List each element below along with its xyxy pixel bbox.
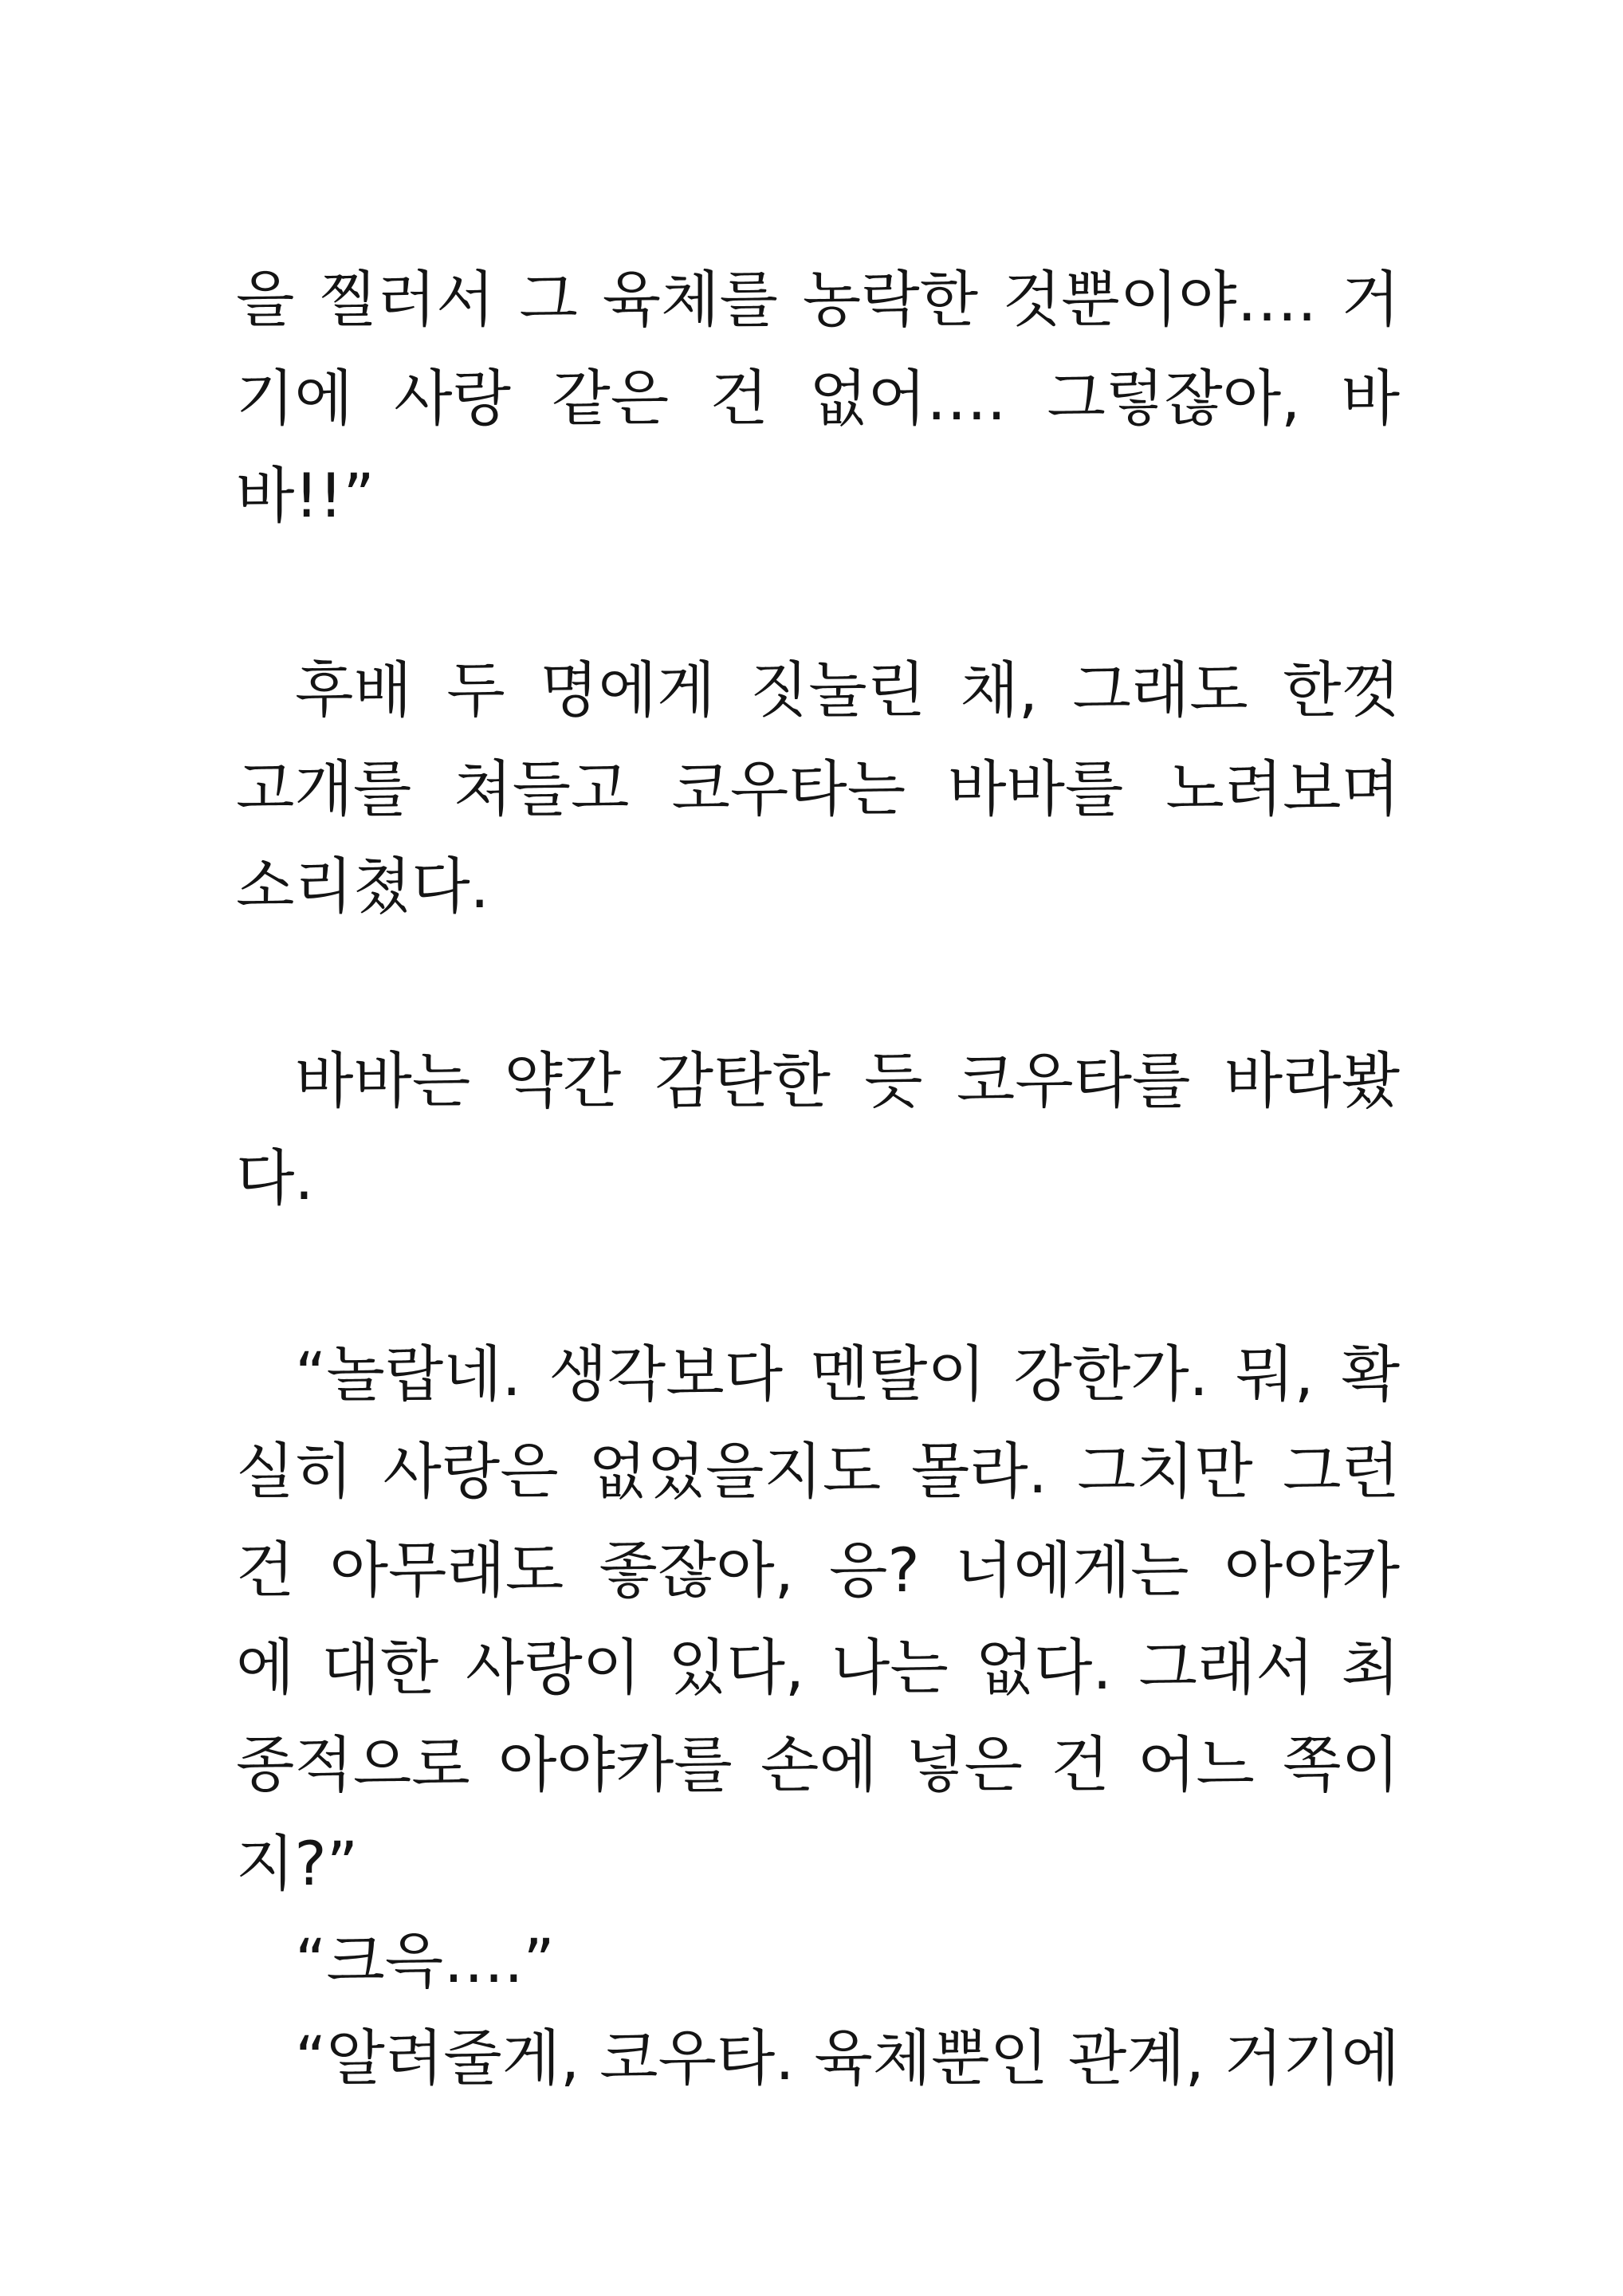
text-line: 다. (236, 1142, 314, 1213)
text-line: 건 아무래도 좋잖아, 응? 너에게는 아야카 (236, 1535, 1400, 1606)
text-line: 후배 두 명에게 짓눌린 채, 그래도 한껏 (295, 655, 1400, 725)
text-line: 바바는 약간 감탄한 듯 코우타를 바라봤 (295, 1045, 1400, 1116)
text-line: 고개를 쳐들고 코우타는 바바를 노려보며 (236, 753, 1400, 824)
text-line: 종적으로 아야카를 손에 넣은 건 어느 쪽이 (236, 1729, 1400, 1800)
text-line: “알려줄게, 코우타. 육체뿐인 관계, 거기에 (295, 2023, 1400, 2094)
text-line: 에 대한 사랑이 있다, 나는 없다. 그래서 최 (236, 1632, 1400, 1703)
text-line: 지?” (236, 1828, 359, 1899)
text-line: “놀랍네. 생각보다 멘탈이 강한가. 뭐, 확 (295, 1339, 1400, 1409)
text-line: 소리쳤다. (236, 851, 489, 922)
text-line: 실히 사랑은 없었을지도 몰라. 그치만 그런 (236, 1436, 1400, 1507)
text-line: “크윽….” (295, 1925, 555, 1996)
text-line: 기에 사랑 같은 건 없어…. 그렇잖아, 바 (236, 363, 1400, 434)
text-line: 을 찔러서 그 육체를 농락한 것뿐이야…. 거 (236, 264, 1400, 335)
text-line: 바!!” (236, 460, 375, 531)
